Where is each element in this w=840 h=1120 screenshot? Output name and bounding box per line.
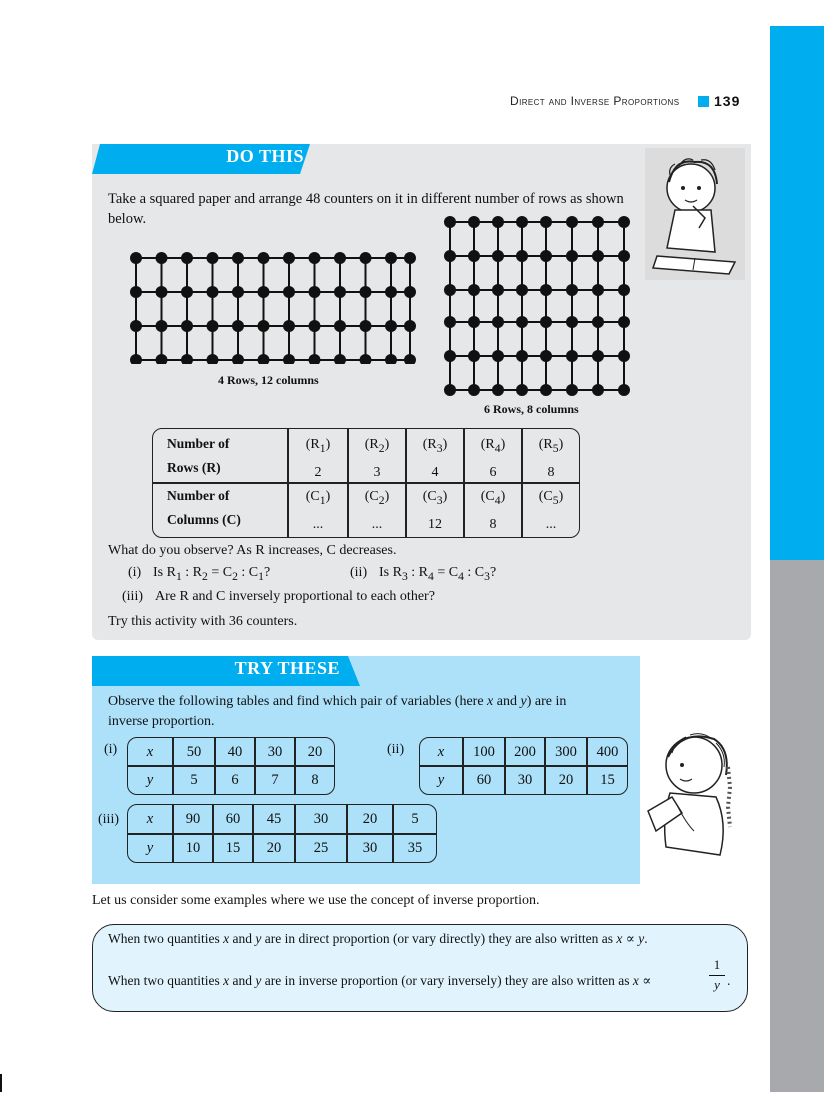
columns-label-line1: Number of bbox=[167, 488, 230, 503]
x-value: 30 bbox=[313, 811, 329, 827]
y-value: 15 bbox=[600, 772, 615, 788]
y-header: y bbox=[437, 772, 445, 788]
grid1-caption: 4 Rows, 12 columns bbox=[218, 373, 319, 387]
question-3: Are R and C inversely proportional to each other? bbox=[155, 589, 435, 604]
header-square-icon bbox=[698, 96, 709, 107]
y-header: y bbox=[146, 840, 154, 856]
table-cell: $(C_2)$ ... bbox=[349, 485, 405, 537]
table-ii-label: (ii) bbox=[387, 742, 405, 757]
try-these-intro-line2: inverse proportion. bbox=[108, 714, 215, 729]
table-cell: $(C_5)$ ... bbox=[523, 485, 579, 537]
x-value: 400 bbox=[596, 744, 619, 760]
rows-label-line1: Number of bbox=[167, 436, 230, 451]
note-period: . bbox=[727, 973, 731, 988]
table-cell: $(R_5)$ 8 bbox=[523, 433, 579, 485]
table-i-label: (i) bbox=[104, 742, 118, 757]
try-these-intro-line1: Observe the following tables and find which pair of variables (here x and y) are in bbox=[108, 694, 567, 709]
running-header bbox=[510, 94, 679, 108]
question-2-number: (ii) bbox=[350, 565, 368, 580]
side-edge-bar-blue bbox=[770, 26, 824, 560]
r2-value: 3 bbox=[373, 464, 381, 480]
do-this-title: DO THIS bbox=[226, 146, 304, 166]
table-cell: $(R_4)$ 6 bbox=[465, 433, 521, 485]
grid2-caption: 6 Rows, 8 columns bbox=[484, 402, 579, 416]
note-direct-proportion: When two quantities x and y are in direct proportion (or vary directly) they are also written as x ∝ y. bbox=[108, 931, 648, 946]
x-value: 300 bbox=[555, 744, 577, 760]
y-value: 15 bbox=[225, 840, 241, 856]
y-value: 60 bbox=[476, 772, 492, 788]
x-value: 30 bbox=[267, 744, 283, 760]
question-2: Is $R_3$ : $R_4 = C_4$ : $C_3$? bbox=[379, 565, 497, 583]
c5-value: ... bbox=[545, 516, 557, 532]
x-header: x bbox=[146, 744, 154, 760]
rows-label-line2: Rows (R) bbox=[167, 460, 221, 475]
table-iii bbox=[127, 804, 437, 863]
x-value: 45 bbox=[266, 811, 282, 827]
question-3-number: (iii) bbox=[122, 589, 143, 604]
y-value: 7 bbox=[271, 772, 279, 788]
fraction-bar bbox=[709, 975, 725, 976]
table-cell: $(C_4)$ 8 bbox=[465, 485, 521, 537]
page-number: 139 bbox=[714, 93, 741, 109]
table-cell: $(C_1)$ ... bbox=[289, 485, 347, 537]
counter-grid-6x8 bbox=[442, 213, 632, 397]
y-value: 35 bbox=[407, 840, 423, 856]
x-value: 20 bbox=[307, 744, 323, 760]
y-value: 25 bbox=[313, 840, 329, 856]
x-value: 200 bbox=[514, 744, 536, 760]
fraction-denominator: y bbox=[714, 977, 720, 992]
rows-columns-table bbox=[152, 428, 580, 538]
y-value: 30 bbox=[362, 840, 378, 856]
r1-value: 2 bbox=[314, 464, 322, 480]
x-value: 20 bbox=[362, 811, 378, 827]
table-cell: $(R_3)$ 4 bbox=[407, 433, 463, 485]
columns-label bbox=[167, 484, 287, 532]
table-i bbox=[127, 737, 335, 795]
x-header: x bbox=[437, 744, 445, 760]
running-title: Direct and Inverse Proportions bbox=[510, 94, 680, 108]
student-writing-illustration bbox=[642, 727, 752, 867]
y-value: 10 bbox=[185, 840, 201, 856]
fraction-numerator: 1 bbox=[713, 957, 721, 972]
x-value: 40 bbox=[227, 744, 243, 760]
thinking-student-illustration bbox=[645, 148, 745, 280]
rows-label bbox=[167, 432, 287, 480]
question-1-number: (i) bbox=[128, 565, 142, 580]
examples-intro: Let us consider some examples where we use the concept of inverse proportion. bbox=[92, 893, 540, 908]
y-header: y bbox=[146, 772, 154, 788]
y-value: 20 bbox=[266, 840, 282, 856]
columns-label-line2: Columns (C) bbox=[167, 512, 241, 527]
crop-mark bbox=[0, 1074, 2, 1092]
y-value: 5 bbox=[190, 772, 198, 788]
x-value: 90 bbox=[185, 811, 201, 827]
table-iii-label: (iii) bbox=[98, 812, 119, 827]
x-value: 50 bbox=[186, 744, 202, 760]
observe-text: What do you observe? As R increases, C decreases. bbox=[108, 543, 397, 558]
y-value: 20 bbox=[558, 772, 574, 788]
side-edge-bar-gray bbox=[770, 560, 824, 1092]
x-value: 5 bbox=[411, 811, 419, 827]
table-cell: $(R_2)$ 3 bbox=[349, 433, 405, 485]
table-cell: $(R_1)$ 2 bbox=[289, 433, 347, 485]
y-value: 8 bbox=[311, 772, 319, 788]
x-value: 100 bbox=[473, 744, 495, 760]
r3-value: 4 bbox=[431, 464, 439, 480]
c3-value: 12 bbox=[428, 516, 442, 532]
r4-value: 6 bbox=[489, 464, 497, 480]
r5-value: 8 bbox=[547, 464, 555, 480]
try-36-counters: Try this activity with 36 counters. bbox=[108, 614, 298, 629]
y-value: 30 bbox=[517, 772, 533, 788]
x-value: 60 bbox=[225, 811, 241, 827]
r1-sub: 1 bbox=[319, 441, 326, 455]
c2-value: ... bbox=[371, 516, 383, 532]
c4-value: 8 bbox=[489, 516, 497, 532]
counter-grid-4x12 bbox=[128, 250, 422, 364]
note-inverse-proportion: When two quantities x and y are in inverse proportion (or vary inversely) they are also written as x ∝ bbox=[108, 973, 652, 988]
x-header: x bbox=[146, 811, 154, 827]
try-these-title: TRY THESE bbox=[234, 658, 340, 678]
do-this-intro: Take a squared paper and arrange 48 counters on it in different number of rows as shown below. bbox=[108, 191, 624, 227]
y-value: 6 bbox=[231, 772, 239, 788]
table-cell: $(C_3)$ 12 bbox=[407, 485, 463, 537]
question-1: Is $R_1$ : $R_2 = C_2$ : $C_1$? bbox=[153, 565, 271, 583]
c1-value: ... bbox=[312, 516, 324, 532]
table-ii bbox=[419, 737, 628, 795]
